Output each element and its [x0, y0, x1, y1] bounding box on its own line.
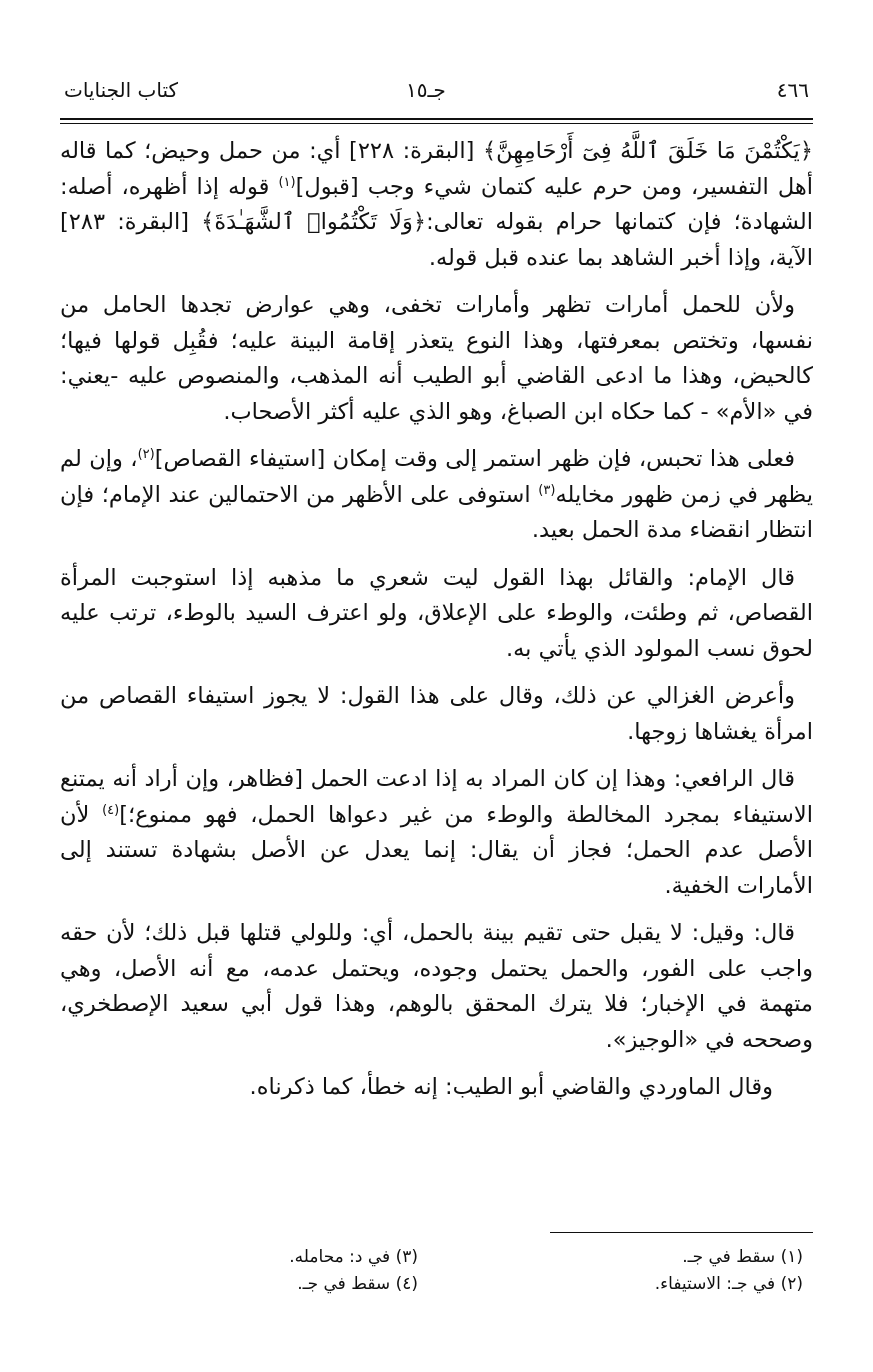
- page-number: ٤٦٦: [776, 78, 809, 102]
- footnote-ref: (٤): [102, 802, 120, 818]
- paragraph: ﴿يَكْتُمْنَ مَا خَلَقَ ٱللَّهُ فِىٓ أَرْحَامِهِنَّ﴾ [البقرة: ٢٢٨] أي: من حمل وحيض؛ كما قاله أهل التفسير، ومن حرم عليه كتمان شيء وجب [قبول]$^{(١)}$ قوله إذا أظهره، أصله: الشهادة؛ فإن كتمانها حرام بقوله تعالى:﴿وَلَا تَكْتُمُوا۟ ٱلشَّهَـٰدَةَ﴾ [البقرة: ٢٨٣] الآية، وإذا أخبر الشاهد بما عنده قبل قوله.: [60, 138, 814, 271]
- book-title: كتاب الجنايات: [64, 78, 179, 102]
- paragraph: قال: وقيل: لا يقبل حتى تقيم بينة بالحمل، أي: وللولي قتلها قبل ذلك؛ لأن حقه واجب على الفور، والحمل يحتمل وجوده، ويحتمل عدمه، مع أنه الأصل، وهي متهمة في الإخبار؛ فلا يترك المحقق بالوهم، وهذا قول أبي سعيد الإصطخري، وصححه في «الوجيز».: [60, 920, 813, 1053]
- footnote-column-right: [483, 1244, 803, 1298]
- footnote-1: (١) سقط في جـ.: [682, 1247, 803, 1267]
- footnote-rule: [550, 1232, 813, 1233]
- paragraph: وقال الماوردي والقاضي أبو الطيب: إنه خطأ، كما ذكرناه.: [249, 1074, 773, 1100]
- running-header: [60, 74, 813, 116]
- footnote-ref: (٣): [538, 482, 556, 498]
- body-text: [60, 134, 813, 1106]
- paragraph: قال الرافعي: وهذا إن كان المراد به إذا ادعت الحمل [فظاهر، وإن أراد أنه يمتنع الاستيفاء بمجرد المخالطة والوطء من غير دعواها الحمل، فهو ممنوع؛]$^{(٤)}$ لأن الأصل عدم الحمل؛ فجاز أن يقال: إنما يعدل عن الأصل بشهادة تستند إلى الأمارات الخفية.: [60, 766, 813, 899]
- paragraph: ولأن للحمل أمارات تظهر وأمارات تخفى، وهي عوارض تجدها الحامل من نفسها، وتختص بمعرفتها، وهذا النوع يتعذر إقامة البينة عليه؛ فقُبِل قولها فيها؛ كالحيض، وهذا ما ادعى القاضي أبو الطيب أنه المذهب، والمنصوص عليه -يعني: في «الأم» - كما حكاه ابن الصباغ، وهو الذي عليه أكثر الأصحاب.: [60, 292, 813, 425]
- footnote-ref: (١): [278, 174, 296, 190]
- paragraph: قال الإمام: والقائل بهذا القول ليت شعري ما مذهبه إذا استوجبت المرأة القصاص، ثم وطئت، والوطء على الإعلاق، ولو اعترف السيد بالوطء، ترتب عليه لحوق نسب المولود الذي يأتي به.: [60, 564, 813, 662]
- footnote-4: (٤) سقط في جـ.: [297, 1274, 418, 1294]
- header-rule: [60, 118, 813, 124]
- footnote-2: (٢) في جـ: الاستيفاء.: [654, 1274, 803, 1294]
- paragraph: وأعرض الغزالي عن ذلك، وقال على هذا القول: لا يجوز استيفاء القصاص من امرأة يغشاها زوجها.: [60, 683, 813, 745]
- book-page: [60, 74, 813, 1334]
- footnote-column-left: [98, 1244, 418, 1298]
- paragraph: فعلى هذا تحبس، فإن ظهر استمر إلى وقت إمكان [استيفاء القصاص]$^{(٢)}$، وإن لم يظهر في زمن ظهور مخايله$^{(٣)}$ استوفى على الأظهر من الاحتمالين عند الإمام؛ فإن انتظار انقضاء مدة الحمل بعيد.: [60, 446, 813, 543]
- volume-label: جـ١٥: [406, 78, 446, 102]
- footnote-ref: (٢): [137, 447, 155, 462]
- footnote-3: (٣) في د: محامله.: [289, 1247, 418, 1267]
